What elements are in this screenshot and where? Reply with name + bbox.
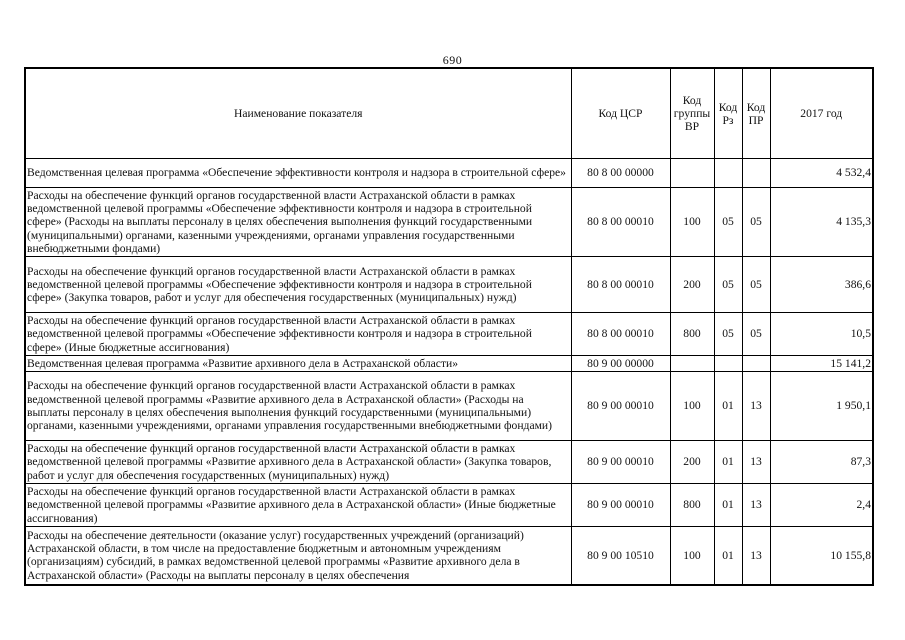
row-csr-cell: 80 8 00 00000 xyxy=(571,159,670,188)
row-csr-cell: 80 9 00 10510 xyxy=(571,527,670,585)
row-vr-cell: 100 xyxy=(670,527,714,585)
table-row xyxy=(25,527,873,585)
header-pr: Код ПР xyxy=(742,68,770,159)
table-row xyxy=(25,356,873,372)
row-rz-cell: 01 xyxy=(714,527,742,585)
header-csr: Код ЦСР xyxy=(571,68,670,159)
row-amount-cell: 10,5 xyxy=(770,313,873,356)
row-name-cell: Расходы на обеспечение функций органов государственной власти Астраханской области в рамках ведомственной целевой программы «Обеспечение эффективности контроля и надзора в строительной сфере» (Расходы на выплаты персоналу в целях обеспечения выполнения функций государственными (муниципальными) органами, казенными учреждениями, органами управления государственными внебюджетными фондами) xyxy=(25,188,571,257)
header-year: 2017 год xyxy=(770,68,873,159)
row-csr-cell: 80 9 00 00010 xyxy=(571,441,670,484)
row-vr-cell xyxy=(670,159,714,188)
row-name-cell: Расходы на обеспечение функций органов государственной власти Астраханской области в рамках ведомственной целевой программы «Развитие архивного дела в Астраханской области» (Закупка товаров, работ и услуг для обеспечения государственных (муниципальных) нужд) xyxy=(25,441,571,484)
row-rz-cell: 01 xyxy=(714,441,742,484)
table-row xyxy=(25,188,873,257)
row-name-cell: Расходы на обеспечение функций органов государственной власти Астраханской области в рамках ведомственной целевой программы «Развитие архивного дела в Астраханской области» (Иные бюджетные ассигнования) xyxy=(25,484,571,527)
row-vr-cell xyxy=(670,356,714,372)
table-row xyxy=(25,159,873,188)
row-pr-cell: 05 xyxy=(742,188,770,257)
page-number: 690 xyxy=(442,53,463,67)
header-name: Наименование показателя xyxy=(25,68,571,159)
row-vr-cell: 200 xyxy=(670,257,714,313)
row-amount-cell: 10 155,8 xyxy=(770,527,873,585)
table-row xyxy=(25,484,873,527)
row-name-cell: Ведомственная целевая программа «Развитие архивного дела в Астраханской области» xyxy=(25,356,571,372)
table-row xyxy=(25,372,873,441)
table-row xyxy=(25,257,873,313)
table-row xyxy=(25,441,873,484)
row-vr-cell: 100 xyxy=(670,372,714,441)
row-rz-cell xyxy=(714,356,742,372)
row-pr-cell xyxy=(742,356,770,372)
row-csr-cell: 80 9 00 00010 xyxy=(571,484,670,527)
row-vr-cell: 200 xyxy=(670,441,714,484)
row-rz-cell: 05 xyxy=(714,188,742,257)
row-name-cell: Расходы на обеспечение функций органов государственной власти Астраханской области в рамках ведомственной целевой программы «Развитие архивного дела в Астраханской области» (Расходы на выплаты персоналу в целях обеспечения выполнения функций государственными (муниципальными) органами, казенными учреждениями, органами управления государственными внебюджетными фондами) xyxy=(25,372,571,441)
row-vr-cell: 800 xyxy=(670,313,714,356)
row-name-cell: Расходы на обеспечение деятельности (оказание услуг) государственных учреждений (организаций) Астраханской области, в том числе на предоставление бюджетным и автономным учреждениям (организациям) субсидий, в рамках ведомственной целевой программы «Развитие архивного дела в Астраханской области» (Расходы на выплаты персоналу в целях обеспечения xyxy=(25,527,571,585)
row-csr-cell: 80 8 00 00010 xyxy=(571,313,670,356)
row-rz-cell: 01 xyxy=(714,372,742,441)
row-pr-cell xyxy=(742,159,770,188)
budget-table xyxy=(24,67,874,586)
header-vr: Код группы ВР xyxy=(670,68,714,159)
row-rz-cell xyxy=(714,159,742,188)
row-name-cell: Ведомственная целевая программа «Обеспечение эффективности контроля и надзора в строительной сфере» xyxy=(25,159,571,188)
row-pr-cell: 13 xyxy=(742,484,770,527)
row-name-cell: Расходы на обеспечение функций органов государственной власти Астраханской области в рамках ведомственной целевой программы «Обеспечение эффективности контроля и надзора в строительной сфере» (Закупка товаров, работ и услуг для обеспечения государственных (муниципальных) нужд) xyxy=(25,257,571,313)
header-rz: Код Рз xyxy=(714,68,742,159)
row-csr-cell: 80 9 00 00000 xyxy=(571,356,670,372)
row-amount-cell: 4 532,4 xyxy=(770,159,873,188)
row-amount-cell: 4 135,3 xyxy=(770,188,873,257)
row-csr-cell: 80 8 00 00010 xyxy=(571,188,670,257)
row-name-cell: Расходы на обеспечение функций органов государственной власти Астраханской области в рамках ведомственной целевой программы «Обеспечение эффективности контроля и надзора в строительной сфере» (Иные бюджетные ассигнования) xyxy=(25,313,571,356)
row-pr-cell: 13 xyxy=(742,372,770,441)
table-header-row xyxy=(25,68,873,159)
row-pr-cell: 13 xyxy=(742,441,770,484)
row-vr-cell: 800 xyxy=(670,484,714,527)
row-amount-cell: 1 950,1 xyxy=(770,372,873,441)
table-row xyxy=(25,313,873,356)
row-rz-cell: 01 xyxy=(714,484,742,527)
row-rz-cell: 05 xyxy=(714,257,742,313)
row-vr-cell: 100 xyxy=(670,188,714,257)
row-amount-cell: 15 141,2 xyxy=(770,356,873,372)
row-amount-cell: 2,4 xyxy=(770,484,873,527)
row-pr-cell: 05 xyxy=(742,257,770,313)
row-csr-cell: 80 8 00 00010 xyxy=(571,257,670,313)
row-pr-cell: 13 xyxy=(742,527,770,585)
row-amount-cell: 87,3 xyxy=(770,441,873,484)
row-rz-cell: 05 xyxy=(714,313,742,356)
row-csr-cell: 80 9 00 00010 xyxy=(571,372,670,441)
row-amount-cell: 386,6 xyxy=(770,257,873,313)
table-body xyxy=(25,159,873,585)
row-pr-cell: 05 xyxy=(742,313,770,356)
